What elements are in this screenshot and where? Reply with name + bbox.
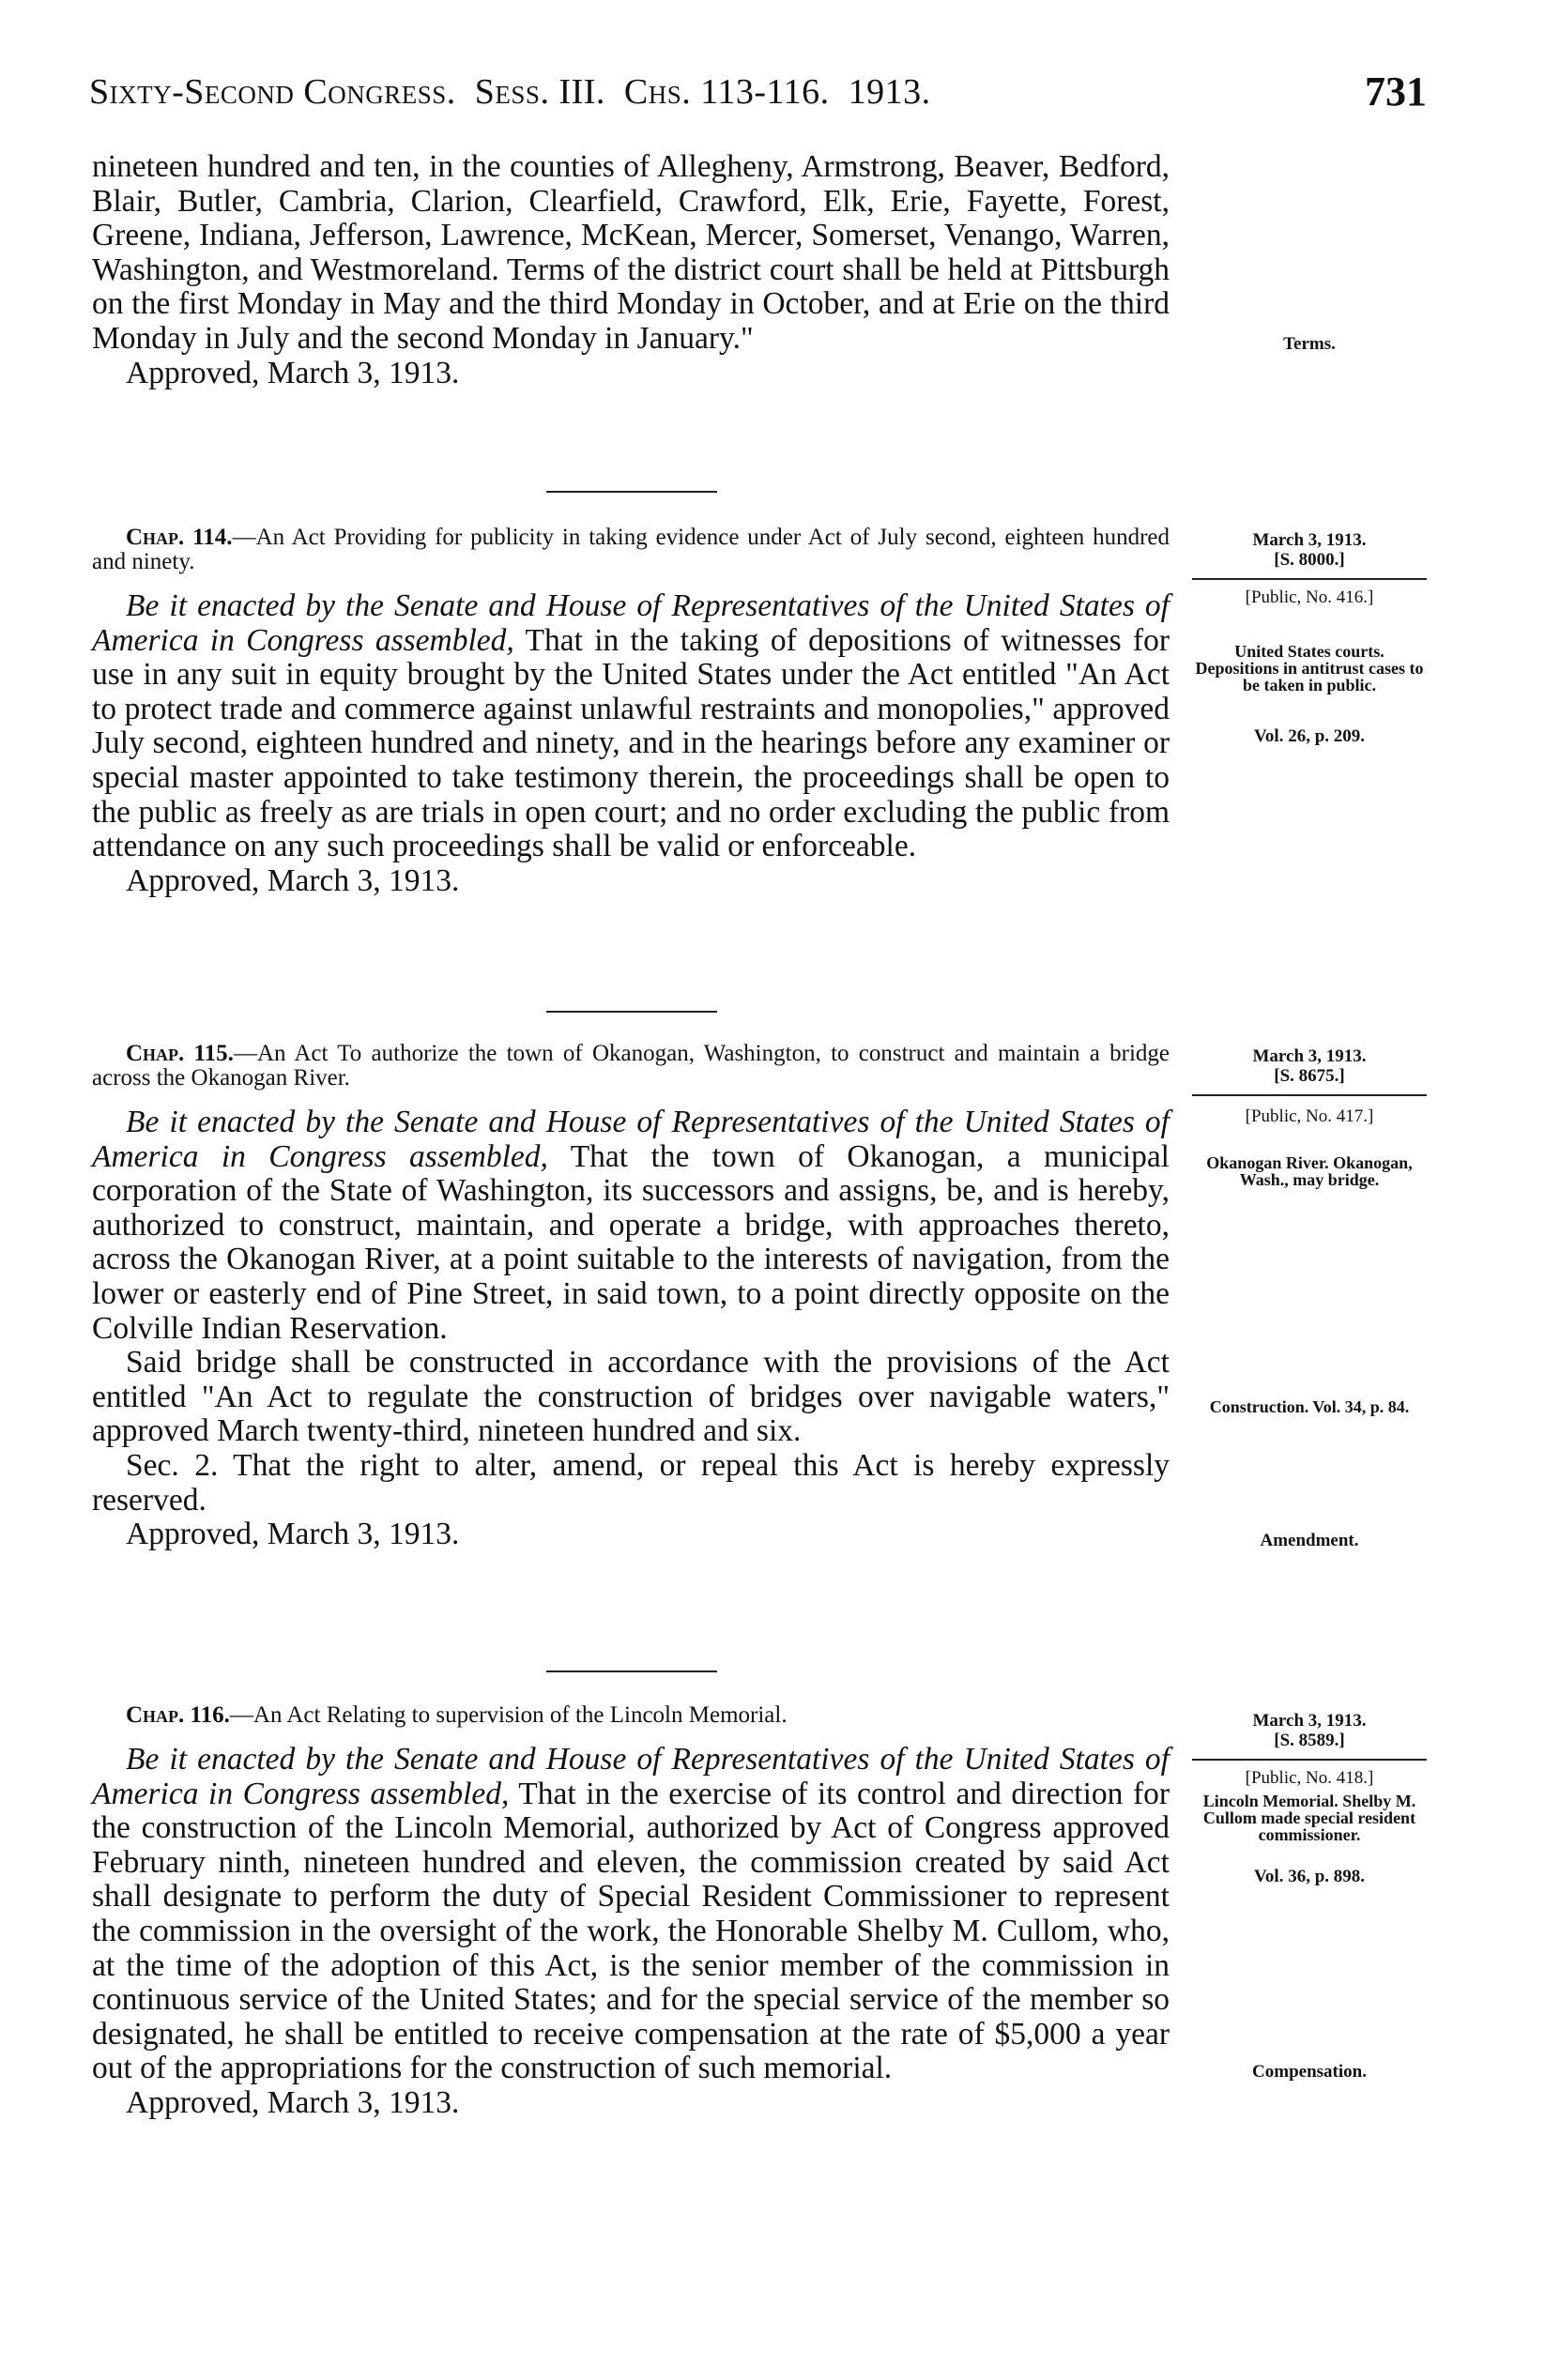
margin-public-law: [Public, No. 416.] [1245, 587, 1374, 607]
margin-date: March 3, 1913. [1252, 1046, 1367, 1066]
chap116-block [92, 1703, 1170, 2121]
approved-line: Approved, March 3, 1913. [126, 862, 460, 898]
margin-public-law: [Public, No. 418.] [1245, 1768, 1374, 1788]
chap116-caption [92, 1703, 1170, 1728]
chap114-title: —An Act Providing for publicity in taking evidence under Act of July second, eighteen hundred and ninety. [92, 525, 1170, 574]
chap114-body: That in the taking of depositions of witnesses for use in any suit in equity brought by the United States under the Act entitled "An Act to protect trade and commerce against unlawful restraints and monopolies," approved July second, eighteen hundred and ninety, and in the hearings before any examiner or special master appointed to take testimony therein, the proceedings shall be open to the public as freely as are trials in open court; and no order excluding the public from attendance on any such proceedings shall be valid or enforceable. [92, 622, 1170, 864]
margin-note-amendment: Amendment. [1260, 1531, 1359, 1550]
margin-note-construction: Construction. Vol. 34, p. 84. [1209, 1397, 1410, 1416]
margin-date: March 3, 1913. [1252, 1711, 1367, 1731]
margin-note-depositions: United States courts. Depositions in antitrust cases to be taken in public. [1195, 642, 1424, 694]
chap114-block [92, 526, 1170, 898]
margin-note-lincoln: Lincoln Memorial. Shelby M. Cullom made special resident commissioner. [1202, 1792, 1416, 1844]
running-title [89, 71, 931, 113]
chap115-text [92, 1106, 1170, 1346]
margin-date: March 3, 1913. [1252, 530, 1367, 550]
margin-public-law: [Public, No. 417.] [1245, 1106, 1374, 1126]
chap115-label: Chap. 115. [126, 1041, 234, 1066]
approved-line: Approved, March 3, 1913. [126, 355, 460, 390]
chap115-section-2: Sec. 2. That the right to alter, amend, or repeal this Act is hereby expressly reserved. [92, 1447, 1170, 1518]
section-divider [546, 1011, 717, 1013]
margin-citation: Vol. 26, p. 209. [1253, 726, 1366, 746]
margin-note-compensation: Compensation. [1252, 2062, 1367, 2082]
chap113-continuation [92, 150, 1170, 390]
chap115-body: That the town of Okanogan, a municipal corporation of the State of Washington, its successors and assigns, be, and is hereby, authorized to construct, maintain, and operate a bridge, with approaches thereto, across the Okanogan River, at a point suitable to the interests of navigation, from the lower or easterly end of Pine Street, in said town, to a point directly opposite on the Colville Indian Reservation. [92, 1138, 1170, 1346]
congress-label: Sixty-Second Congress. [89, 72, 456, 112]
chap115-block [92, 1042, 1170, 1552]
chap114-text [92, 589, 1170, 864]
chap116-body: That in the exercise of its control and direction for the construction of the Lincoln Memorial, authorized by Act of Congress approved February ninth, nineteen hundred and eleven, the commission created by said Act shall designate to perform the duty of Special Resident Commissioner to represent the commission in the oversight of the work, the Honorable Shelby M. Cullom, who, at the time of the adoption of this Act, is the senior member of the commission in continuous service of the United States; and for the special service of the member so designated, he shall be entitled to receive compensation at the rate of $5,000 a year out of the appropriations for the construction of such memorial. [92, 1776, 1170, 2086]
section-divider [546, 491, 717, 493]
approved-line: Approved, March 3, 1913. [126, 1517, 460, 1552]
enacting-clause: Be it enacted by the Senate and House of Representatives of the United States of America in Congress assembled, [92, 1742, 1170, 1811]
margin-citation: Vol. 36, p. 898. [1253, 1867, 1366, 1886]
chap115-caption [92, 1042, 1170, 1091]
margin-bill: [S. 8000.] [1274, 550, 1345, 570]
chap115-paragraph-2: Said bridge shall be constructed in accordance with the provisions of the Act entitled "An Act to regulate the construction of bridges over navigable waters," approved March twenty-third, nineteen hundred and six. [92, 1345, 1170, 1449]
chap114-label: Chap. 114. [126, 525, 233, 550]
enacting-clause: Be it enacted by the Senate and House of Representatives of the United States of America in Congress assembled, [92, 588, 1170, 658]
chap115-title: —An Act To authorize the town of Okanogan, Washington, to construct and maintain a bridge across the Okanogan River. [92, 1041, 1170, 1091]
section-divider [546, 1671, 717, 1672]
chap116-text [92, 1743, 1170, 2086]
enacting-clause: Be it enacted by the Senate and House of Representatives of the United States of America in Congress assembled, [92, 1105, 1170, 1174]
approved-line: Approved, March 3, 1913. [126, 2084, 460, 2120]
margin-rule [1192, 1094, 1427, 1096]
continuation-text: nineteen hundred and ten, in the counties of Allegheny, Armstrong, Beaver, Bedford, Blair, Butler, Cambria, Clarion, Clearfield, Crawford, Elk, Erie, Fayette, Forest, Greene, Indiana, Jefferson, Lawrence, McKean, Mercer, Somerset, Venango, Warren, Washington, and Westmoreland. Terms of the district court shall be held at Pittsburgh on the first Monday in May and the third Monday in October, and at Erie on the third Monday in July and the second Monday in January." [92, 149, 1170, 356]
margin-rule [1192, 578, 1427, 580]
year-label: 1913. [848, 72, 931, 112]
chap116-title: —An Act Relating to supervision of the Lincoln Memorial. [229, 1702, 788, 1728]
session-label: Sess. III. [474, 72, 605, 112]
chap114-caption [92, 526, 1170, 574]
page-number: 731 [1365, 69, 1427, 114]
margin-bill: [S. 8589.] [1274, 1731, 1345, 1750]
margin-note-okanogan: Okanogan River. Okanogan, Wash., may bridge. [1206, 1153, 1413, 1189]
chapters-label: Chs. 113-116. [623, 72, 830, 112]
margin-note-terms: Terms. [1283, 334, 1336, 354]
margin-rule [1192, 1759, 1427, 1761]
running-header [89, 68, 1427, 124]
margin-bill: [S. 8675.] [1274, 1066, 1345, 1086]
chap116-label: Chap. 116. [126, 1702, 230, 1728]
